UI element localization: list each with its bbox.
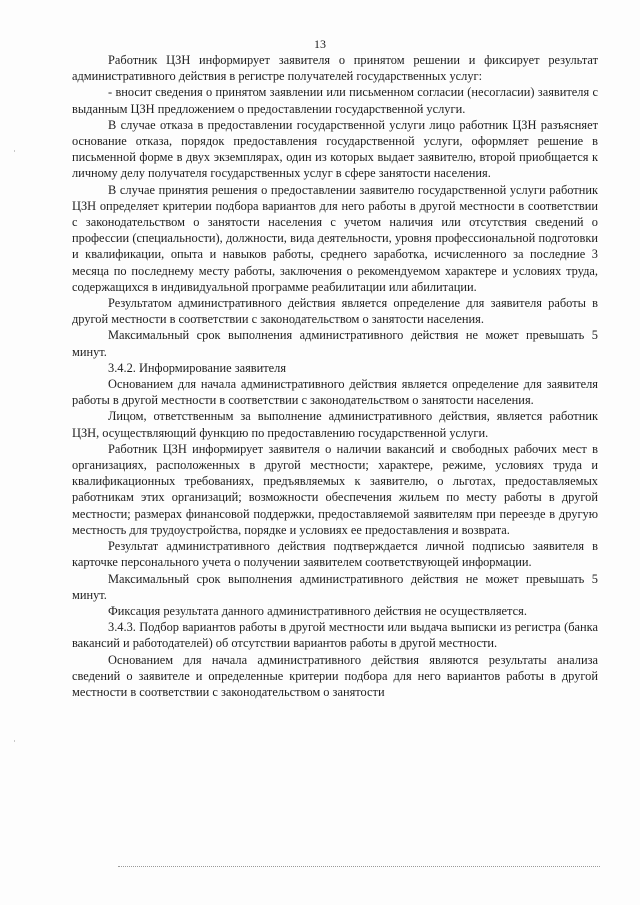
paragraph: Работник ЦЗН информирует заявителя о наличии вакансий и свободных рабочих мест в организациях, расположенных в другой местности; характере, режиме, условиях труда и квалификационных требованиях, предъявляемых к заявителю, о льготах, предоставляемых работникам этих организаций; возможности обеспечения жильем по месту работы в другой местности; размерах финансовой поддержки, предоставляемой заявителям при переезде в другую местность для трудоустройства, порядке и условиях ее предоставления и возврата. xyxy=(72,441,598,537)
paragraph: Лицом, ответственным за выполнение административного действия, является работник ЦЗН, осуществляющий функцию по предоставлению государственной услуги. xyxy=(72,409,598,440)
paragraph: В случае принятия решения о предоставлении заявителю государственной услуги работник ЦЗН определяет критерии подбора вариантов для него работы в другой местности в соответствии с законодательством о занятости населения с учетом наличия или отсутствия сведений о профессии (специальности), должности, вида деятельности, уровня профессиональной подготовки и квалификации, опыта и навыков работы, среднего заработка, исчисленного за последние 3 месяца по последнему месту работы, заключения о рекомендуемом характере и условиях труда, содержащихся в индивидуальной программе реабилитации или абилитации. xyxy=(72,182,598,294)
paragraph: Основанием для начала административного действия являются результаты анализа сведений о заявителе и определенные критерии подбора для него вариантов работы в другой местности в соответствии с законодательством о занятости xyxy=(72,652,598,699)
list-item: - вносит сведения о принятом заявлении или письменном согласии (несогласии) заявителя с выданным ЦЗН предложением о предоставлении государственной услуги. xyxy=(72,85,598,116)
scan-artifact xyxy=(14,740,15,742)
section-heading: 3.4.2. Информирование заявителя xyxy=(108,360,287,375)
bottom-divider xyxy=(118,866,600,867)
page-number: 13 xyxy=(314,37,326,51)
paragraph: Максимальный срок выполнения административного действия не может превышать 5 минут. xyxy=(72,328,598,359)
paragraph: Результат административного действия подтверждается личной подписью заявителя в карточке персонального учета о получении заявителем соответствующей информации. xyxy=(72,539,598,570)
section-heading: 3.4.3. Подбор вариантов работы в другой местности или выдача выписки из регистра (банка вакансий и работодателей) об отсутствии вариантов работы в другой местности. xyxy=(72,620,598,651)
paragraph: Результатом административного действия является определение для заявителя работы в другой местности в соответствии с законодательством о занятости населения. xyxy=(72,296,598,327)
paragraph: Фиксация результата данного административного действия не осуществляется. xyxy=(108,603,527,618)
document-body xyxy=(72,52,598,700)
scan-artifact xyxy=(14,150,15,152)
paragraph: Основанием для начала административного действия является определение для заявителя работы в другой местности в соответствии с законодательством о занятости населения. xyxy=(72,377,598,408)
paragraph: Максимальный срок выполнения административного действия не может превышать 5 минут. xyxy=(72,571,598,602)
paragraph: В случае отказа в предоставлении государственной услуги лицо работник ЦЗН разъясняет основание отказа, порядок предоставления государственной услуги, оформляет решение в письменной форме в двух экземплярах, один из которых выдает заявителю, второй приобщается к личному делу получателя государственных услуг в сфере занятости населения. xyxy=(72,117,598,181)
paragraph: Работник ЦЗН информирует заявителя о принятом решении и фиксирует результат административного действия в регистре получателей государственных услуг: xyxy=(72,53,598,84)
